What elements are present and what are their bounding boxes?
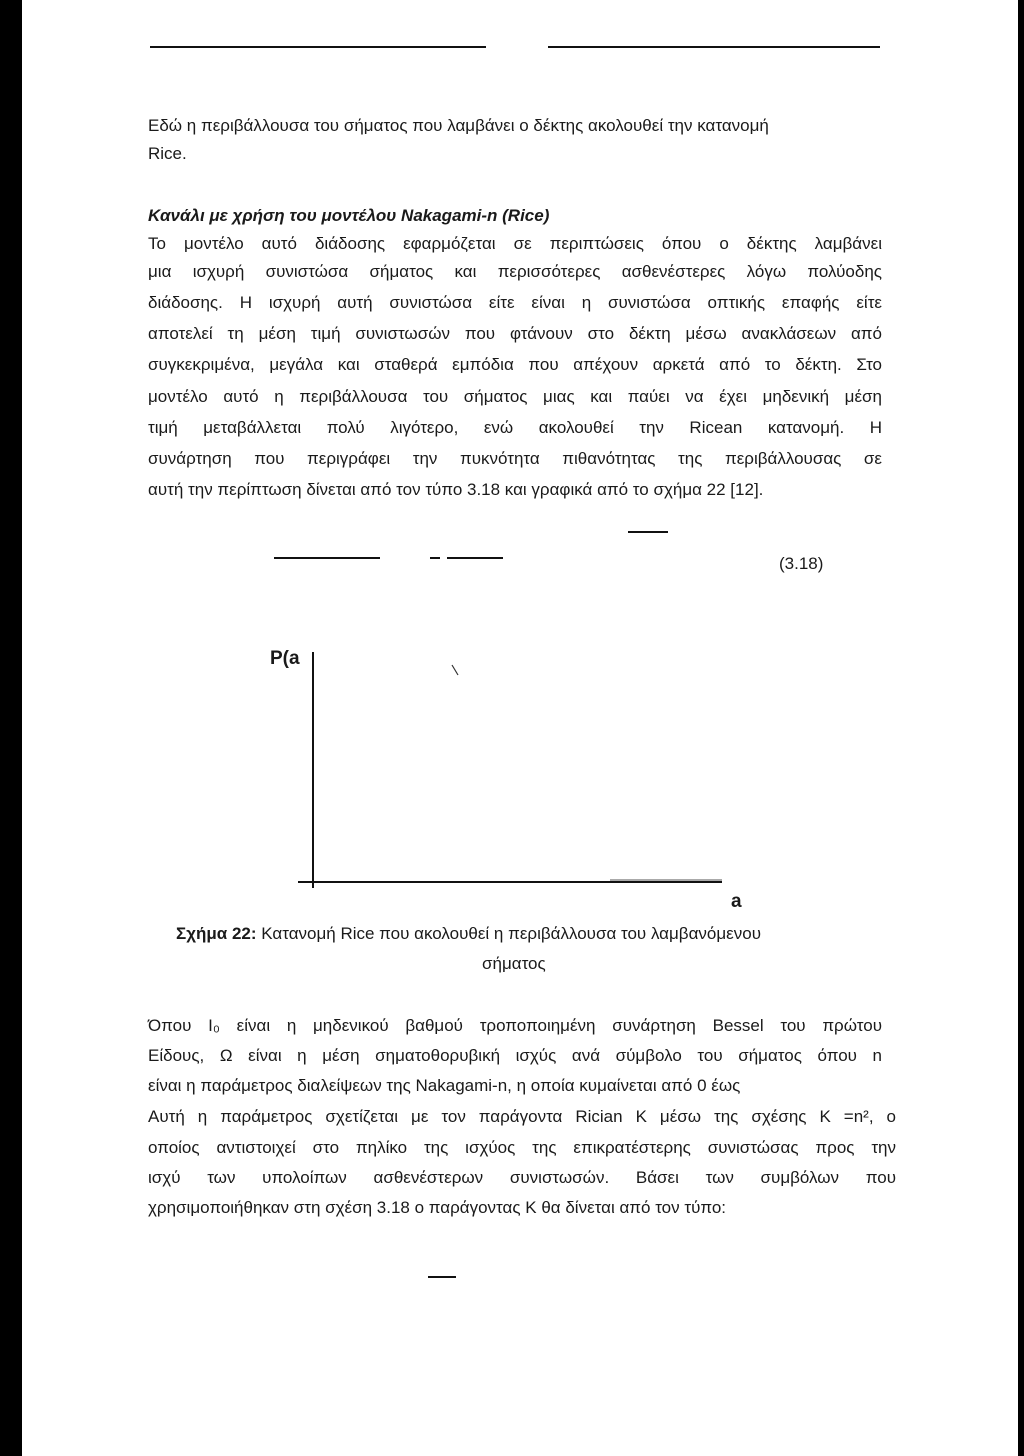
para-line: Το μοντέλο αυτό διάδοσης εφαρμόζεται σε περιπτώσεις όπου ο δέκτης λαμβάνει bbox=[148, 234, 882, 253]
after-line: είναι η παράμετρος διαλείψεων της Nakagami-n, η οποία κυμαίνεται από 0 έως bbox=[148, 1076, 741, 1095]
para-line: συγκεκριμένα, μεγάλα και σταθερά εμπόδια που απέχουν αρκετά από το δέκτη. Στο bbox=[148, 355, 882, 374]
intro-line-2: Rice. bbox=[148, 144, 187, 163]
intro-line-1: Εδώ η περιβάλλουσα του σήματος που λαμβάνει ο δέκτης ακολουθεί την κατανομή bbox=[148, 116, 769, 135]
figure-caption bbox=[176, 920, 761, 947]
after-line: Αυτή η παράμετρος σχετίζεται με τον παράγοντα Rician K μέσω της σχέσης K =n², ο bbox=[148, 1107, 896, 1126]
after-line: Όπου I₀ είναι η μηδενικού βαθμού τροποποιημένη συνάρτηση Bessel του πρώτου bbox=[148, 1016, 882, 1035]
para-line: αυτή την περίπτωση δίνεται από τον τύπο 3.18 και γραφικά από το σχήμα 22 [12]. bbox=[148, 480, 764, 499]
para-line: τιμή μεταβάλλεται πολύ λιγότερο, ενώ ακολουθεί την Ricean κατανομή. Η bbox=[148, 418, 882, 437]
caption-text: Κατανομή Rice που ακολουθεί η περιβάλλουσα του λαμβανόμενου bbox=[256, 924, 761, 943]
after-line: ισχύ των υπολοίπων ασθενέστερων συνιστωσών. Βάσει των συμβόλων που bbox=[148, 1168, 896, 1187]
x-axis-label: a bbox=[731, 891, 742, 912]
para-line: διάδοσης. Η ισχυρή αυτή συνιστώσα είτε είναι η συνιστώσα οπτικής επαφής είτε bbox=[148, 293, 882, 312]
bottom-equation-rule bbox=[428, 1276, 456, 1278]
curve-fragment bbox=[452, 665, 458, 675]
para-line: συνάρτηση που περιγράφει την πυκνότητα πιθανότητας της περιβάλλουσας σε bbox=[148, 449, 882, 468]
section-heading: Κανάλι με χρήση του μοντέλου Nakagami-n (Rice) bbox=[148, 206, 550, 225]
caption-label: Σχήμα 22: bbox=[176, 924, 257, 943]
para-line: αποτελεί τη μέση τιμή συνιστωσών που φτάνουν στο δέκτη μέσω ανακλάσεων από bbox=[148, 324, 882, 343]
y-axis-label: P(a bbox=[270, 648, 300, 669]
equation-number: (3.18) bbox=[779, 554, 824, 573]
para-line: μοντέλο αυτό η περιβάλλουσα του σήματος μιας και παύει να έχει μηδενική μέση bbox=[148, 387, 882, 406]
para-line: μια ισχυρή συνιστώσα σήματος και περισσότερες ασθενέστερες λόγω πολύοδης bbox=[148, 262, 882, 281]
after-line: οποίος αντιστοιχεί στο πηλίκο της ισχύος της επικρατέστερης συνιστώσας προς την bbox=[148, 1138, 896, 1157]
after-line: χρησιμοποιήθηκαν στη σχέση 3.18 ο παράγοντας K θα δίνεται από τον τύπο: bbox=[148, 1198, 727, 1217]
figure-caption-line-2: σήματος bbox=[482, 954, 546, 973]
after-line: Είδους, Ω είναι η μέση σηματοθορυβική ισχύς ανά σύμβολο του σήματος όπου n bbox=[148, 1046, 882, 1065]
